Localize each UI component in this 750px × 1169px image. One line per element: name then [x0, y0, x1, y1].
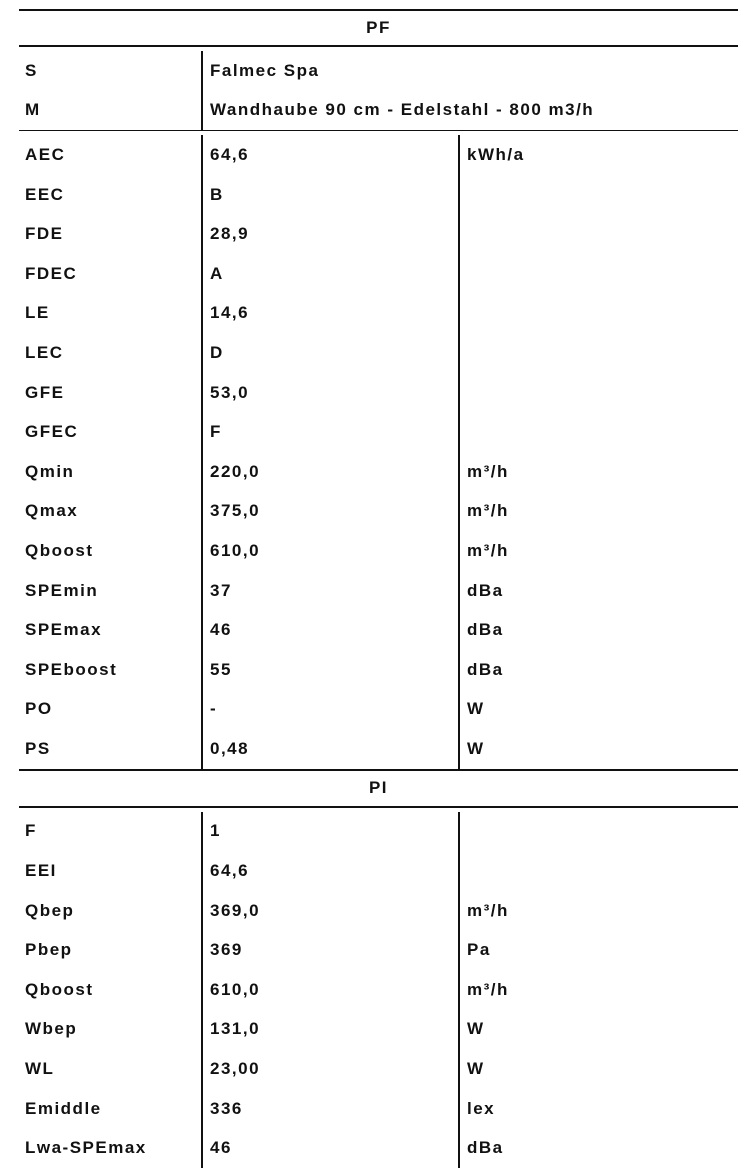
row-label: EEI — [25, 861, 57, 881]
row-label: Wbep — [25, 1019, 78, 1039]
row-value: 64,6 — [201, 135, 458, 175]
supplier-row — [19, 51, 738, 91]
row-unit: m³/h — [458, 531, 738, 571]
row-unit — [458, 373, 738, 413]
row-label: LEC — [25, 342, 64, 362]
supplier-value: Falmec Spa — [201, 51, 738, 91]
row-label: PS — [25, 738, 51, 758]
row-unit — [458, 214, 738, 254]
model-label: M — [25, 100, 41, 120]
product-fiche-table — [19, 9, 738, 1168]
row-unit: W — [458, 690, 738, 730]
row-unit: W — [458, 1010, 738, 1050]
table-row — [19, 891, 738, 931]
row-value: 369 — [201, 930, 458, 970]
row-unit — [458, 175, 738, 215]
row-unit: dBa — [458, 650, 738, 690]
pi-data-rows — [19, 812, 738, 1168]
table-row — [19, 135, 738, 175]
pf-identity-rows — [19, 51, 738, 130]
row-value: 23,00 — [201, 1049, 458, 1089]
table-row — [19, 1089, 738, 1129]
supplier-label: S — [25, 60, 38, 80]
model-value: Wandhaube 90 cm - Edelstahl - 800 m3/h — [201, 91, 738, 131]
row-value: A — [201, 254, 458, 294]
table-row — [19, 412, 738, 452]
table-row — [19, 1049, 738, 1089]
row-value: 0,48 — [201, 729, 458, 769]
row-unit: dBa — [458, 610, 738, 650]
row-label: SPEmax — [25, 620, 103, 640]
model-row — [19, 91, 738, 131]
table-row — [19, 531, 738, 571]
table-row — [19, 610, 738, 650]
row-value: 53,0 — [201, 373, 458, 413]
table-row — [19, 452, 738, 492]
row-label: Qboost — [25, 540, 94, 560]
row-label: WL — [25, 1059, 55, 1079]
table-row — [19, 333, 738, 373]
row-label: FDE — [25, 224, 64, 244]
row-label: Qbep — [25, 900, 75, 920]
row-unit — [458, 333, 738, 373]
section-header-pi — [19, 769, 738, 808]
row-unit: dBa — [458, 571, 738, 611]
row-unit: m³/h — [458, 452, 738, 492]
row-value: 610,0 — [201, 531, 458, 571]
row-value: D — [201, 333, 458, 373]
table-row — [19, 254, 738, 294]
row-label: SPEboost — [25, 659, 118, 679]
row-unit: dBa — [458, 1128, 738, 1168]
section-header-pf — [19, 9, 738, 47]
row-label: GFEC — [25, 422, 79, 442]
row-value: 220,0 — [201, 452, 458, 492]
row-label: SPEmin — [25, 580, 99, 600]
row-label: Qmin — [25, 461, 75, 481]
table-row — [19, 175, 738, 215]
row-unit — [458, 254, 738, 294]
row-value: - — [201, 690, 458, 730]
row-label: EEC — [25, 184, 65, 204]
row-value: 55 — [201, 650, 458, 690]
row-value: 369,0 — [201, 891, 458, 931]
table-row — [19, 729, 738, 769]
row-label: FDEC — [25, 263, 78, 283]
pf-data-rows — [19, 135, 738, 769]
row-unit: m³/h — [458, 492, 738, 532]
row-label: F — [25, 821, 37, 841]
row-label: PO — [25, 699, 53, 719]
row-value: 46 — [201, 610, 458, 650]
row-label: AEC — [25, 144, 66, 164]
row-value: 28,9 — [201, 214, 458, 254]
row-unit — [458, 812, 738, 852]
row-unit: m³/h — [458, 970, 738, 1010]
row-value: 46 — [201, 1128, 458, 1168]
row-label: Qboost — [25, 979, 94, 999]
table-row — [19, 1010, 738, 1050]
row-label: Emiddle — [25, 1098, 102, 1118]
row-unit — [458, 412, 738, 452]
row-unit: W — [458, 1049, 738, 1089]
row-value: 131,0 — [201, 1010, 458, 1050]
row-unit: lex — [458, 1089, 738, 1129]
table-row — [19, 1128, 738, 1168]
row-unit — [458, 294, 738, 334]
row-value: 64,6 — [201, 851, 458, 891]
table-row — [19, 970, 738, 1010]
row-divider — [19, 130, 738, 131]
row-label: Qmax — [25, 501, 79, 521]
section-title-pi: PI — [368, 778, 389, 798]
table-row — [19, 571, 738, 611]
row-value: 610,0 — [201, 970, 458, 1010]
table-row — [19, 690, 738, 730]
row-unit: m³/h — [458, 891, 738, 931]
row-label: LE — [25, 303, 50, 323]
row-value: 375,0 — [201, 492, 458, 532]
row-unit: W — [458, 729, 738, 769]
row-label: Lwa-SPEmax — [25, 1138, 147, 1158]
row-value: 14,6 — [201, 294, 458, 334]
table-row — [19, 214, 738, 254]
table-row — [19, 650, 738, 690]
row-value: 1 — [201, 812, 458, 852]
row-unit — [458, 851, 738, 891]
section-title-pf: PF — [366, 18, 391, 37]
row-value: F — [201, 412, 458, 452]
row-label: Pbep — [25, 940, 73, 960]
table-row — [19, 373, 738, 413]
row-unit: Pa — [458, 930, 738, 970]
table-row — [19, 492, 738, 532]
row-value: 336 — [201, 1089, 458, 1129]
row-value: B — [201, 175, 458, 215]
table-row — [19, 930, 738, 970]
row-unit: kWh/a — [458, 135, 738, 175]
table-row — [19, 851, 738, 891]
row-label: GFE — [25, 382, 65, 402]
table-row — [19, 812, 738, 852]
table-row — [19, 294, 738, 334]
row-value: 37 — [201, 571, 458, 611]
